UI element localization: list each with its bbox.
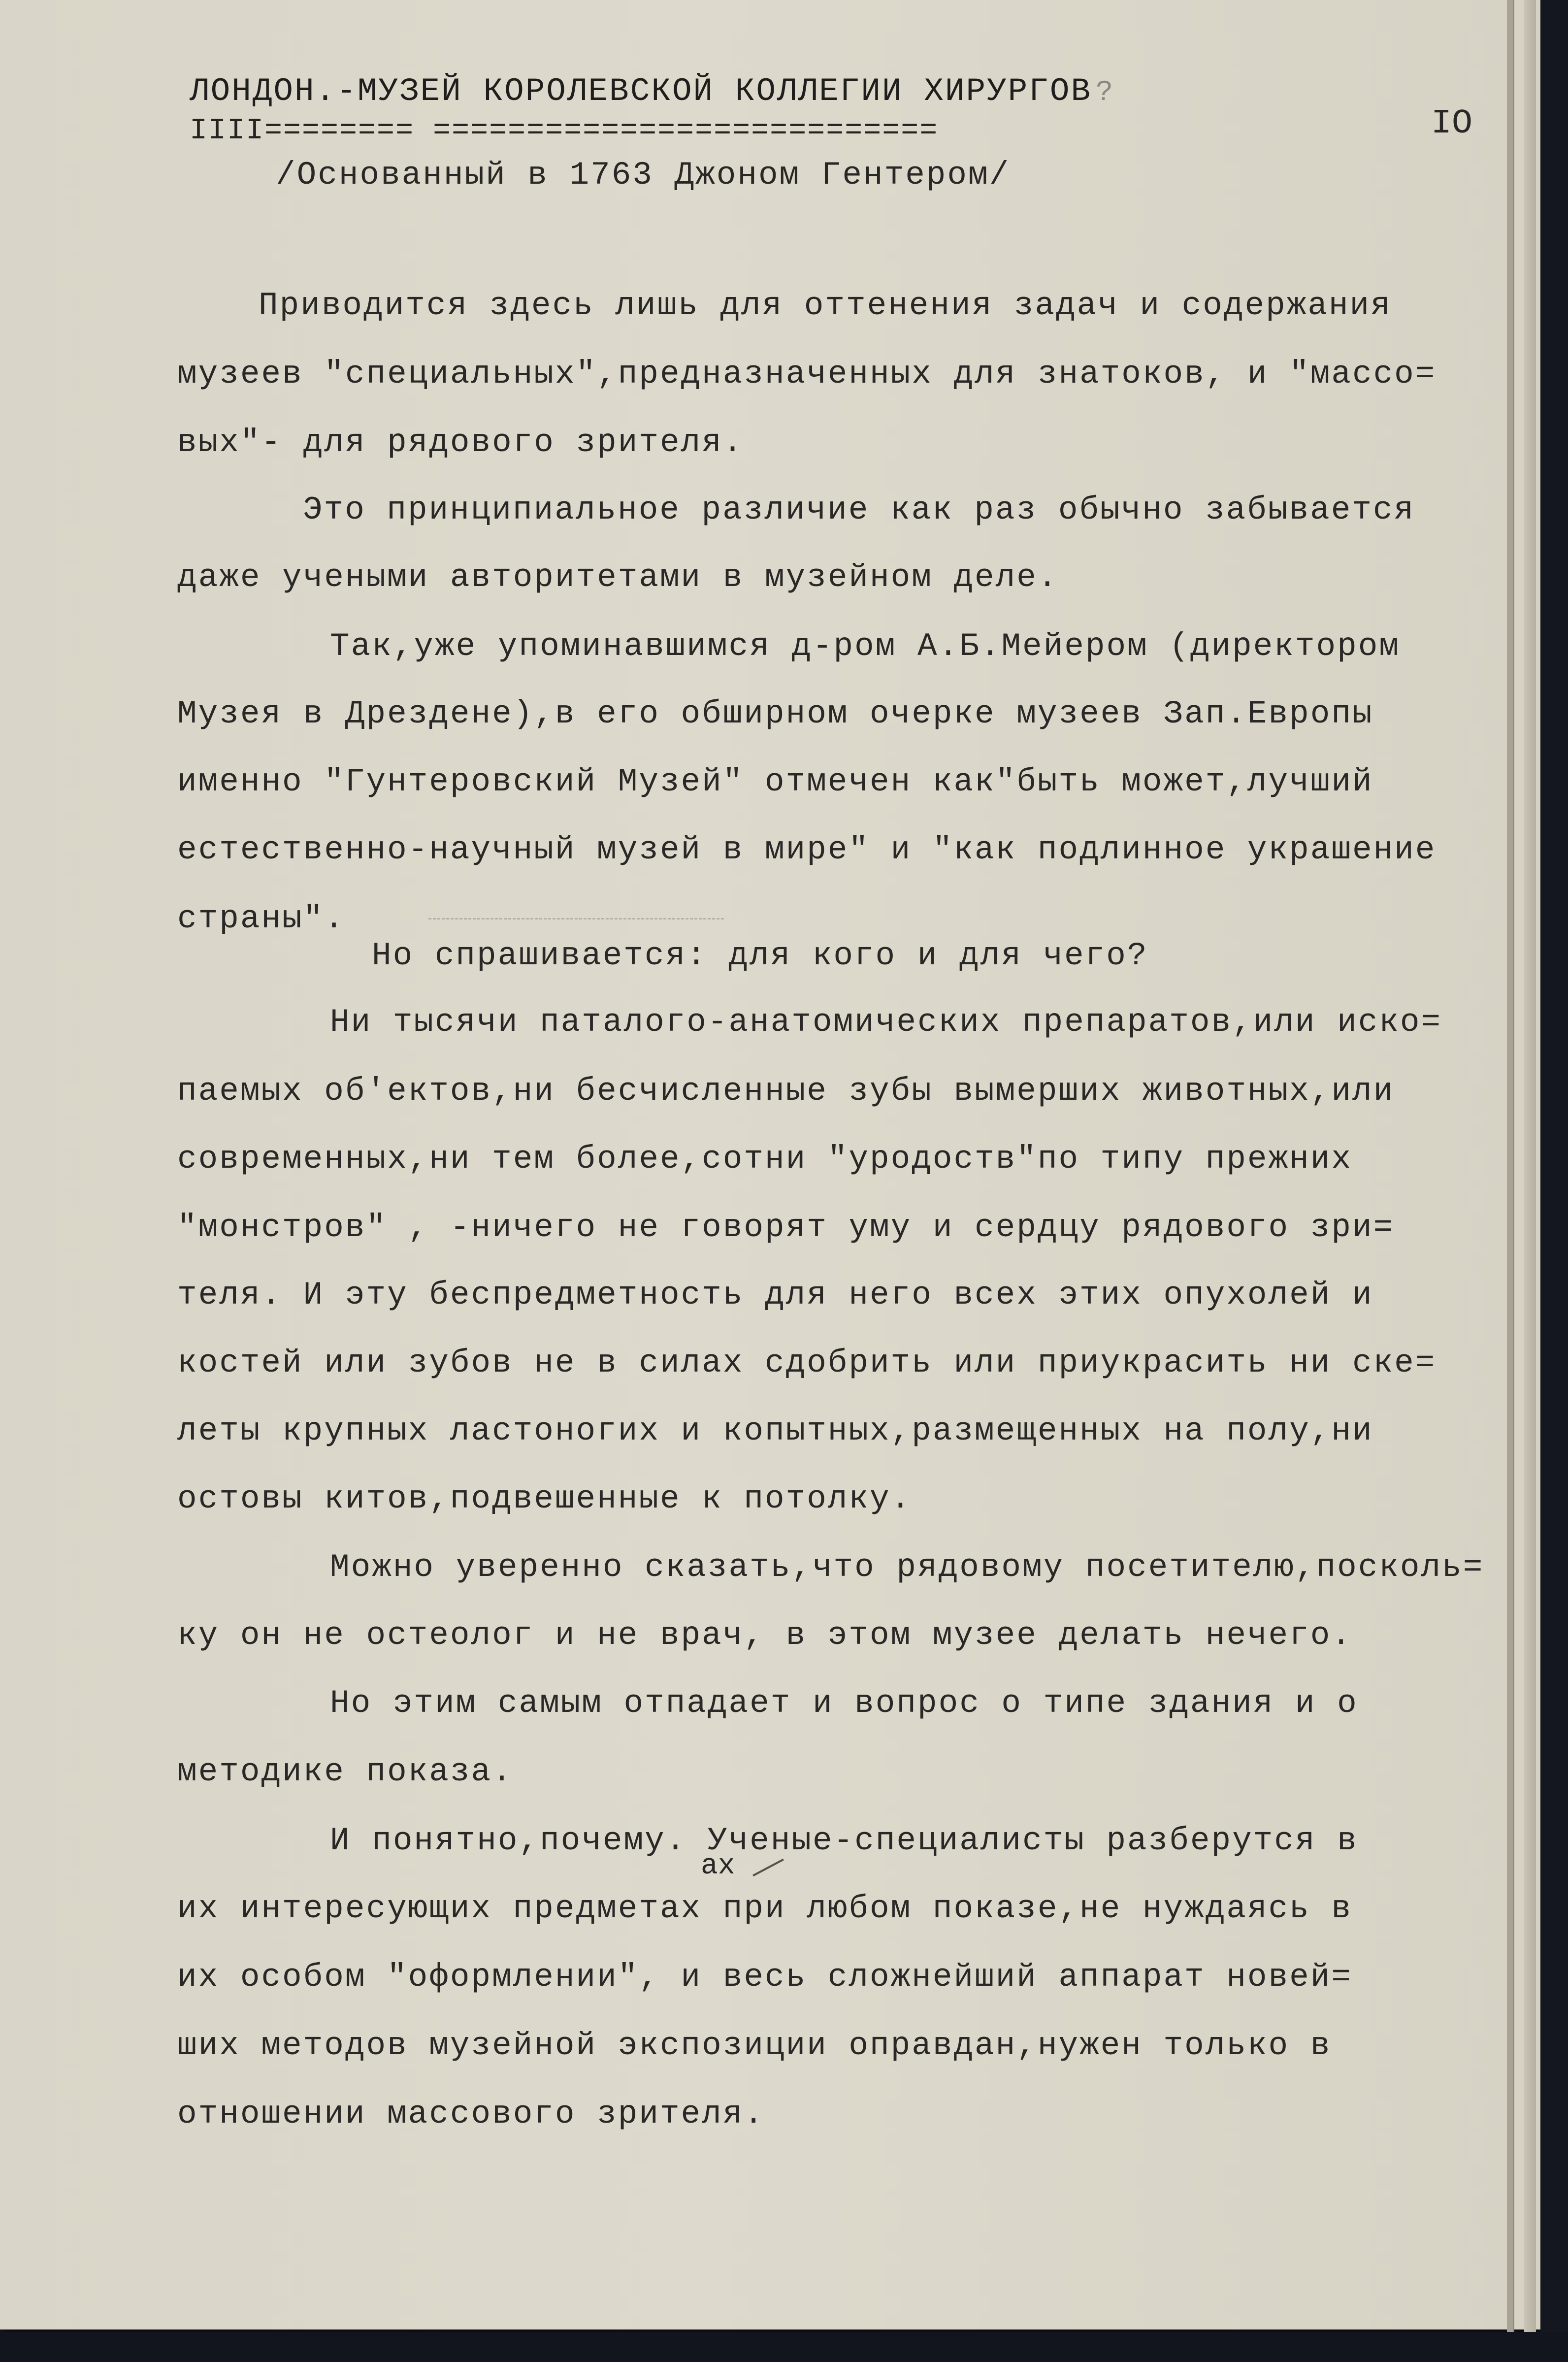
text-line: остовы китов,подвешенные к потолку. [177,1480,912,1517]
document-subtitle: /Основанный в 1763 Джоном Гентером/ [276,157,1011,194]
text-line: методике показа. [177,1753,513,1790]
text-line: Но этим самым отпадает и вопрос о типе здания и о [330,1685,1358,1722]
text-line: страны". [177,900,345,937]
text-line: И понятно,почему. Ученые-специалисты разберутся в [330,1822,1358,1859]
text-line: современных,ни тем более,сотни "уродоств"по типу прежних [177,1141,1352,1178]
page-edge [1507,0,1514,2362]
background-edge [1540,0,1568,2362]
page-number: IO [1431,104,1473,143]
text-line: Так,уже упоминавшимся д-ром А.Б.Мейером (директором [330,628,1400,665]
text-line: Можно уверенно сказать,что рядовому посетителю,посколь= [330,1549,1484,1586]
title-text: ЛОНДОН.-МУЗЕЙ КОРОЛЕВСКОЙ КОЛЛЕГИИ ХИРУРГОВ [190,73,1092,110]
page-edge [1524,0,1536,2362]
text-line: ших методов музейной экспозиции оправдан,нужен только в [177,2027,1332,2064]
text-line: их особом "оформлении", и весь сложнейший аппарат новей= [177,1959,1352,1996]
handwritten-mark: ? [1096,77,1114,109]
text-line: костей или зубов не в силах сдобрить или приукрасить ни ске= [177,1345,1437,1381]
handwritten-insert: ах [701,1850,735,1882]
text-line: Музея в Дрездене),в его обширном очерке музеев Зап.Европы [177,695,1373,732]
text-line: "монстров" , -ничего не говорят уму и сердцу рядового зри= [177,1209,1395,1246]
background-bottom [0,2332,1568,2362]
text-line: Приводится здесь лишь для оттенения задач и содержания [259,287,1392,324]
faint-dash-marks [428,918,724,920]
title-underline: IIII======== =========================== [190,114,939,139]
text-line: Это принципиальное различие как раз обычно забывается [303,492,1415,528]
text-line: вых"- для рядового зрителя. [177,424,744,461]
text-line: отношении массового зрителя. [177,2096,765,2132]
text-line: именно "Гунтеровский Музей" отмечен как"быть может,лучший [177,763,1373,800]
text-line: музеев "специальных",предназначенных для знатоков, и "массо= [177,356,1437,393]
text-line: теля. И эту беспредметность для него всех этих опухолей и [177,1277,1373,1313]
text-line: Ни тысячи паталого-анатомических препаратов,или иско= [330,1004,1442,1041]
text-line: естественно-научный музей в мире" и "как подлинное украшение [177,831,1437,868]
document-title [190,73,1224,110]
text-line: ку он не остеолог и не врач, в этом музее делать нечего. [177,1617,1352,1654]
text-line: паемых об'ектов,ни бесчисленные зубы вымерших животных,или [177,1073,1395,1110]
text-line: леты крупных ластоногих и копытных,размещенных на полу,ни [177,1412,1373,1449]
text-line: их интересующих предметах при любом показе,не нуждаясь в [177,1890,1352,1927]
text-line: Но спрашивается: для кого и для чего? [372,937,1148,974]
text-line: даже учеными авторитетами в музейном деле. [177,559,1059,596]
